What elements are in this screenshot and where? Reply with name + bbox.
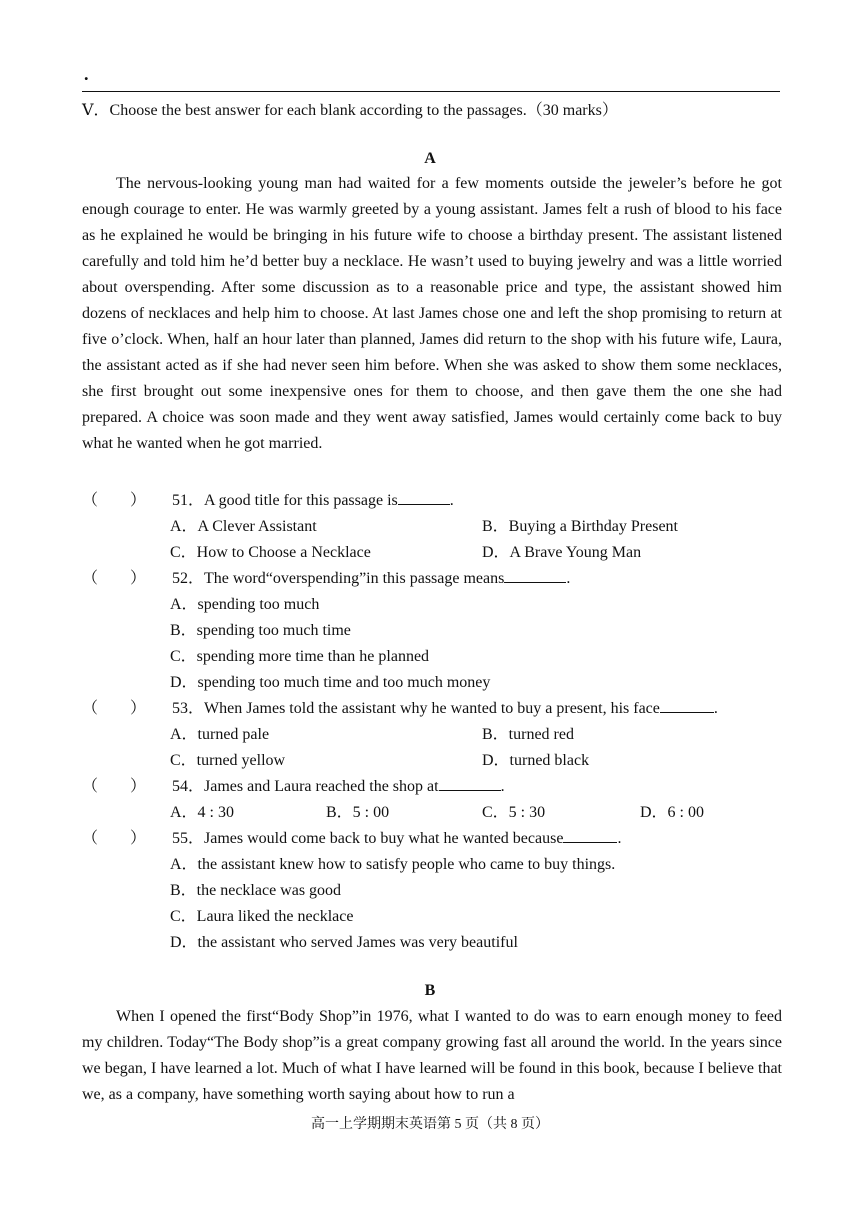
question-end: . <box>713 700 718 717</box>
option-52-d: D．spending too much time and too much money <box>170 674 491 691</box>
option-55-c: C．Laura liked the necklace <box>170 908 354 925</box>
option-53-c: C．turned yellow <box>170 752 286 769</box>
option-54-d: D．6 : 00 <box>640 804 705 821</box>
question-end: . <box>617 830 622 847</box>
question-53 <box>82 695 718 718</box>
answer-blank <box>504 566 566 583</box>
question-stem: 55．James would come back to buy what he wanted because <box>172 830 564 847</box>
question-52 <box>82 565 570 588</box>
answer-paren: （ ） <box>82 778 147 795</box>
answer-blank <box>439 774 501 791</box>
question-51 <box>82 487 454 510</box>
question-stem: 54．James and Laura reached the shop at <box>172 778 439 795</box>
question-stem: 51．A good title for this passage is <box>172 492 398 509</box>
option-55-b: B．the necklace was good <box>170 882 342 899</box>
option-54-a: A．4 : 30 <box>170 804 235 821</box>
passage-b-text: When I opened the first“Body Shop”in 1976, what I wanted to do was to earn enough money to feed my children. Today“The Body shop”is a great company growing fast all around the world. In the years since we began, I have learned a lot. Much of what I have learned will be found in this book, because I believe that we, as a company, have something worth saying about how to run a <box>82 1008 782 1103</box>
question-end: . <box>566 570 571 587</box>
question-stem: 53．When James told the assistant why he wanted to buy a present, his face <box>172 700 660 717</box>
section-title: Ⅴ．Choose the best answer for each blank according to the passages.（30 marks） <box>82 102 618 119</box>
page-footer: 高一上学期期末英语第 5 页（共 8 页） <box>311 1117 549 1132</box>
answer-blank <box>398 488 450 505</box>
header-rule <box>82 91 780 92</box>
passage-a-label: A <box>424 150 436 167</box>
question-54 <box>82 773 505 796</box>
option-54-b: B．5 : 00 <box>326 804 390 821</box>
option-53-b: B．turned red <box>482 726 574 743</box>
question-end: . <box>500 778 505 795</box>
option-55-d: D．the assistant who served James was very beautiful <box>170 934 518 951</box>
option-55-a: A．the assistant knew how to satisfy people who came to buy things. <box>170 856 616 873</box>
option-53-d: D．turned black <box>482 752 590 769</box>
answer-paren: （ ） <box>82 492 147 509</box>
option-52-a: A．spending too much <box>170 596 320 613</box>
answer-blank <box>660 696 714 713</box>
header-dot: . <box>84 64 89 84</box>
option-51-a: A．A Clever Assistant <box>170 518 317 535</box>
answer-paren: （ ） <box>82 700 147 717</box>
answer-paren: （ ） <box>82 570 147 587</box>
question-stem: 52．The word“overspending”in this passage means <box>172 570 505 587</box>
option-52-b: B．spending too much time <box>170 622 351 639</box>
answer-blank <box>563 826 617 843</box>
option-53-a: A．turned pale <box>170 726 270 743</box>
question-end: . <box>449 492 454 509</box>
passage-a-text: The nervous-looking young man had waited for a few moments outside the jeweler’s before he got enough courage to enter. He was warmly greeted by a young assistant. James felt a rush of blood to his face as he explained he would be bringing in his future wife to choose a birthday present. The assistant listened carefully and told him he’d better buy a necklace. He wasn’t used to buying jewelry and was a little worried about overspending. After some discussion as to a reasonable price and type, the assistant showed him dozens of necklaces and help him to choose. At last James chose one and left the shop promising to return at five o’clock. When, half an hour later than planned, James did return to the shop with his future wife, Laura, the assistant acted as if she had never seen him before. When she was asked to show them some necklaces, she first brought out some inexpensive ones for them to choose, and then gave them the one she had prepared. A choice was soon made and they went away satisfied, James would certainly come back to buy what he wanted when he got married. <box>82 175 782 452</box>
question-55 <box>82 825 621 848</box>
answer-paren: （ ） <box>82 830 147 847</box>
option-51-c: C．How to Choose a Necklace <box>170 544 371 561</box>
passage-b-label: B <box>424 982 436 999</box>
option-54-c: C．5 : 30 <box>482 804 546 821</box>
option-51-b: B．Buying a Birthday Present <box>482 518 678 535</box>
option-51-d: D．A Brave Young Man <box>482 544 642 561</box>
option-52-c: C．spending more time than he planned <box>170 648 430 665</box>
